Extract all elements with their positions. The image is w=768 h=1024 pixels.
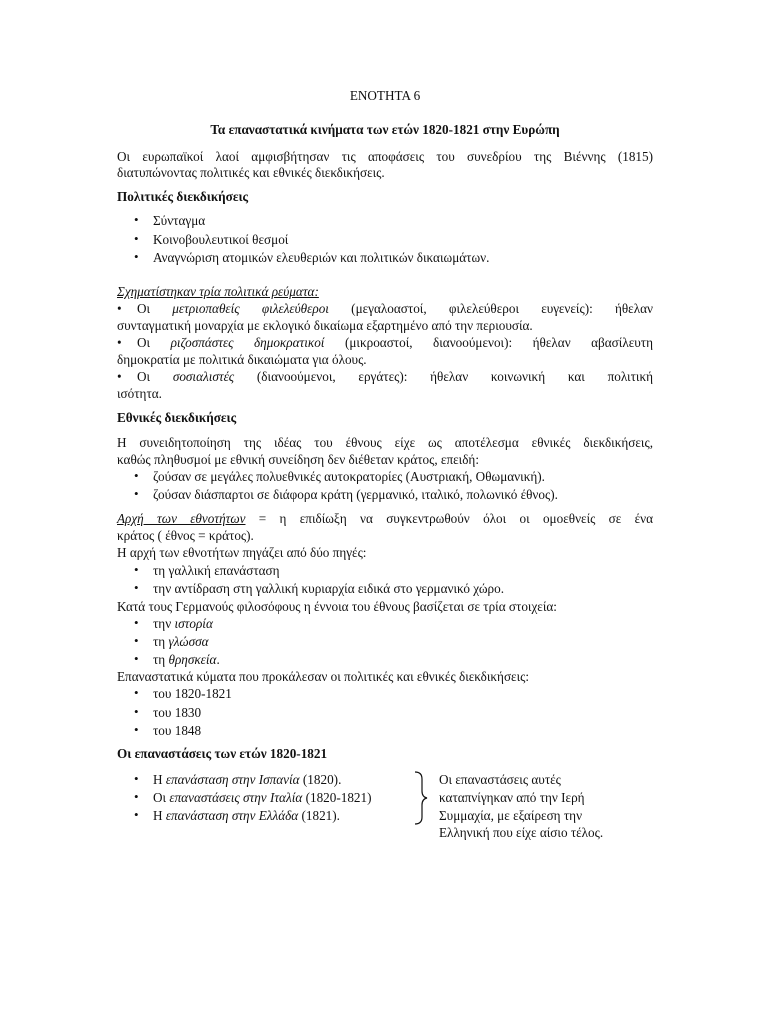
note-line: Οι επαναστάσεις αυτές xyxy=(439,772,561,787)
note-line: Ελληνική που είχε αίσιο τέλος. xyxy=(439,825,604,840)
bullet-icon: • xyxy=(134,722,139,737)
current-2-line-1: • Οι ριζοσπάστες δημοκρατικοί (μικροαστοί, διανοούμενοι): ήθελαν αβασίλευτη xyxy=(117,335,653,350)
revolution-item: Οι επαναστάσεις στην Ιταλία (1820-1821) xyxy=(153,790,372,805)
principle-line-1: Αρχή των εθνοτήτων = η επιδίωξη να συγκεντρωθούν όλοι οι ομοεθνείς σε ένα xyxy=(117,511,653,526)
currents-heading: Σχηματίστηκαν τρία πολιτικά ρεύματα: xyxy=(117,284,319,299)
political-item: Αναγνώριση ατομικών ελευθεριών και πολιτικών δικαιωμάτων. xyxy=(153,250,490,265)
national-p1-line-2: καθώς πληθυσμοί με εθνική συνείδηση δεν διέθεταν κράτος, επειδή: xyxy=(117,452,479,467)
bullet-icon: • xyxy=(134,615,139,630)
wave-item: του 1820-1821 xyxy=(153,686,232,701)
national-item: ζούσαν διάσπαρτοι σε διάφορα κράτη (γερμανικό, ιταλικό, πολωνικό έθνος). xyxy=(153,487,558,502)
wave-item: του 1848 xyxy=(153,723,202,738)
main-title: Τα επαναστατικά κινήματα των ετών 1820-1821 στην Ευρώπη xyxy=(210,122,560,137)
element-item: την ιστορία xyxy=(153,616,213,631)
current-1-line-2: συνταγματική μοναρχία με εκλογικό δικαίωμα εξαρτημένο από την περιουσία. xyxy=(117,318,533,333)
intro-line-1: Οι ευρωπαϊκοί λαοί αμφισβήτησαν τις αποφάσεις του συνεδρίου της Βιέννης (1815) xyxy=(117,149,653,164)
current-3-line-2: ισότητα. xyxy=(117,386,162,401)
revolutions-heading: Οι επαναστάσεις των ετών 1820-1821 xyxy=(117,746,328,761)
source-item: την αντίδραση στη γαλλική κυριαρχία ειδικά στο γερμανικό χώρο. xyxy=(153,581,504,596)
bullet-icon: • xyxy=(134,807,139,822)
bullet-icon: • xyxy=(134,212,139,227)
current-1-line-1: • Οι μετριοπαθείς φιλελεύθεροι (μεγαλοαστοί, φιλελεύθεροι ευγενείς): ήθελαν xyxy=(117,301,653,316)
german-intro: Κατά τους Γερμανούς φιλοσόφους η έννοια του έθνους βασίζεται σε τρία στοιχεία: xyxy=(117,599,557,614)
revolution-item: Η επανάσταση στην Ελλάδα (1821). xyxy=(153,808,340,823)
revolution-item: Η επανάσταση στην Ισπανία (1820). xyxy=(153,772,342,787)
bullet-icon: • xyxy=(134,789,139,804)
sources-intro: Η αρχή των εθνοτήτων πηγάζει από δύο πηγές: xyxy=(117,545,367,560)
source-item: τη γαλλική επανάσταση xyxy=(153,563,280,578)
note-line: Συμμαχία, με εξαίρεση την xyxy=(439,808,583,823)
element-item: τη γλώσσα xyxy=(153,634,209,649)
current-2-line-2: δημοκρατία με πολιτικά δικαιώματα για όλους. xyxy=(117,352,367,367)
curly-brace-icon xyxy=(413,770,429,826)
bullet-icon: • xyxy=(134,249,139,264)
bullet-icon: • xyxy=(134,486,139,501)
political-item: Σύνταγμα xyxy=(153,213,206,228)
bullet-icon: • xyxy=(134,685,139,700)
bullet-icon: • xyxy=(117,369,122,384)
current-3-line-1: • Οι σοσιαλιστές (διανοούμενοι, εργάτες): ήθελαν κοινωνική και πολιτική xyxy=(117,369,653,384)
wave-item: του 1830 xyxy=(153,705,202,720)
bullet-icon: • xyxy=(134,468,139,483)
bullet-icon: • xyxy=(134,633,139,648)
national-p1-line-1: Η συνειδητοποίηση της ιδέας του έθνους είχε ως αποτέλεσμα εθνικές διεκδικήσεις, xyxy=(117,435,653,450)
intro-line-2: διατυπώνοντας πολιτικές και εθνικές διεκδικήσεις. xyxy=(117,165,385,180)
principle-line-2: κράτος ( έθνος = κράτος). xyxy=(117,528,254,543)
bullet-icon: • xyxy=(134,231,139,246)
bullet-icon: • xyxy=(134,704,139,719)
bullet-icon: • xyxy=(117,335,122,350)
element-item: τη θρησκεία. xyxy=(153,652,220,667)
political-item: Κοινοβουλευτικοί θεσμοί xyxy=(153,232,289,247)
national-heading: Εθνικές διεκδικήσεις xyxy=(117,410,237,425)
bullet-icon: • xyxy=(134,580,139,595)
national-item: ζούσαν σε μεγάλες πολυεθνικές αυτοκρατορίες (Αυστριακή, Οθωμανική). xyxy=(153,469,545,484)
bullet-icon: • xyxy=(134,771,139,786)
bullet-icon: • xyxy=(117,301,122,316)
political-heading: Πολιτικές διεκδικήσεις xyxy=(117,189,249,204)
unit-title: ΕΝΟΤΗΤΑ 6 xyxy=(349,88,421,103)
waves-intro: Επαναστατικά κύματα που προκάλεσαν οι πολιτικές και εθνικές διεκδικήσεις: xyxy=(117,669,530,684)
note-line: καταπνίγηκαν από την Ιερή xyxy=(439,790,585,805)
bullet-icon: • xyxy=(134,562,139,577)
bullet-icon: • xyxy=(134,651,139,666)
